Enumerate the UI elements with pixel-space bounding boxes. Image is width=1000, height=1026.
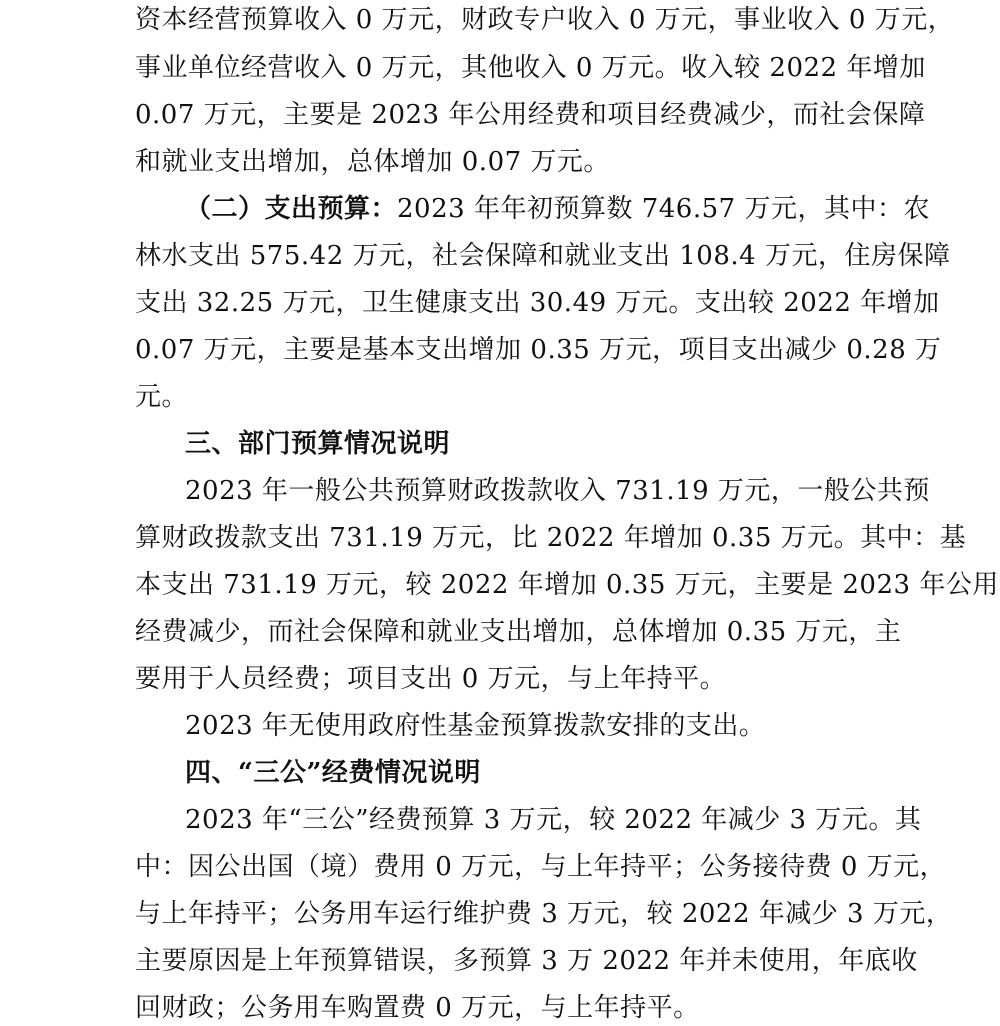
paragraph-line: 中：因公出国（境）费用 0 万元，与上年持平；公务接待费 0 万元， — [135, 852, 947, 882]
section-lead: （二）支出预算： — [185, 194, 398, 224]
paragraph-line: 要用于人员经费；项目支出 0 万元，与上年持平。 — [135, 664, 727, 694]
paragraph-line: 资本经营预算收入 0 万元，财政专户收入 0 万元，事业收入 0 万元， — [135, 5, 955, 35]
paragraph-line: 主要原因是上年预算错误，多预算 3 万 2022 年并未使用，年底收 — [135, 946, 918, 976]
paragraph-line: 0.07 万元，主要是基本支出增加 0.35 万元，项目支出减少 0.28 万 — [135, 335, 942, 365]
paragraph-line: 2023 年无使用政府性基金预算拨款安排的支出。 — [185, 711, 766, 741]
paragraph-line: 0.07 万元，主要是 2023 年公用经费和项目经费减少，而社会保障 — [135, 100, 926, 130]
paragraph-line — [185, 193, 930, 225]
paragraph-line: 元。 — [135, 382, 189, 412]
paragraph-line: 与上年持平；公务用车运行维护费 3 万元，较 2022 年减少 3 万元， — [135, 899, 953, 929]
section-heading: 三、部门预算情况说明 — [185, 429, 451, 459]
paragraph-line: 事业单位经营收入 0 万元，其他收入 0 万元。收入较 2022 年增加 — [135, 53, 926, 83]
section-heading: 四、“三公”经费情况说明 — [185, 758, 481, 788]
paragraph-line: 2023 年“三公”经费预算 3 万元，较 2022 年减少 3 万元。其 — [185, 805, 922, 835]
paragraph-line: 和就业支出增加，总体增加 0.07 万元。 — [135, 147, 610, 177]
paragraph-line: 2023 年一般公共预算财政拨款收入 731.19 万元，一般公共预 — [185, 476, 930, 506]
paragraph-line: 本支出 731.19 万元，较 2022 年增加 0.35 万元，主要是 2023 年公用 — [135, 570, 999, 600]
paragraph-line: 林水支出 575.42 万元，社会保障和就业支出 108.4 万元，住房保障 — [135, 241, 951, 271]
paragraph-line: 回财政；公务用车购置费 0 万元，与上年持平。 — [135, 993, 700, 1023]
paragraph-text: 2023 年年初预算数 746.57 万元，其中：农 — [397, 194, 930, 224]
paragraph-line: 支出 32.25 万元，卫生健康支出 30.49 万元。支出较 2022 年增加 — [135, 288, 940, 318]
paragraph-line: 经费减少，而社会保障和就业支出增加，总体增加 0.35 万元，主 — [135, 617, 902, 647]
paragraph-line: 算财政拨款支出 731.19 万元，比 2022 年增加 0.35 万元。其中：基 — [135, 523, 967, 553]
